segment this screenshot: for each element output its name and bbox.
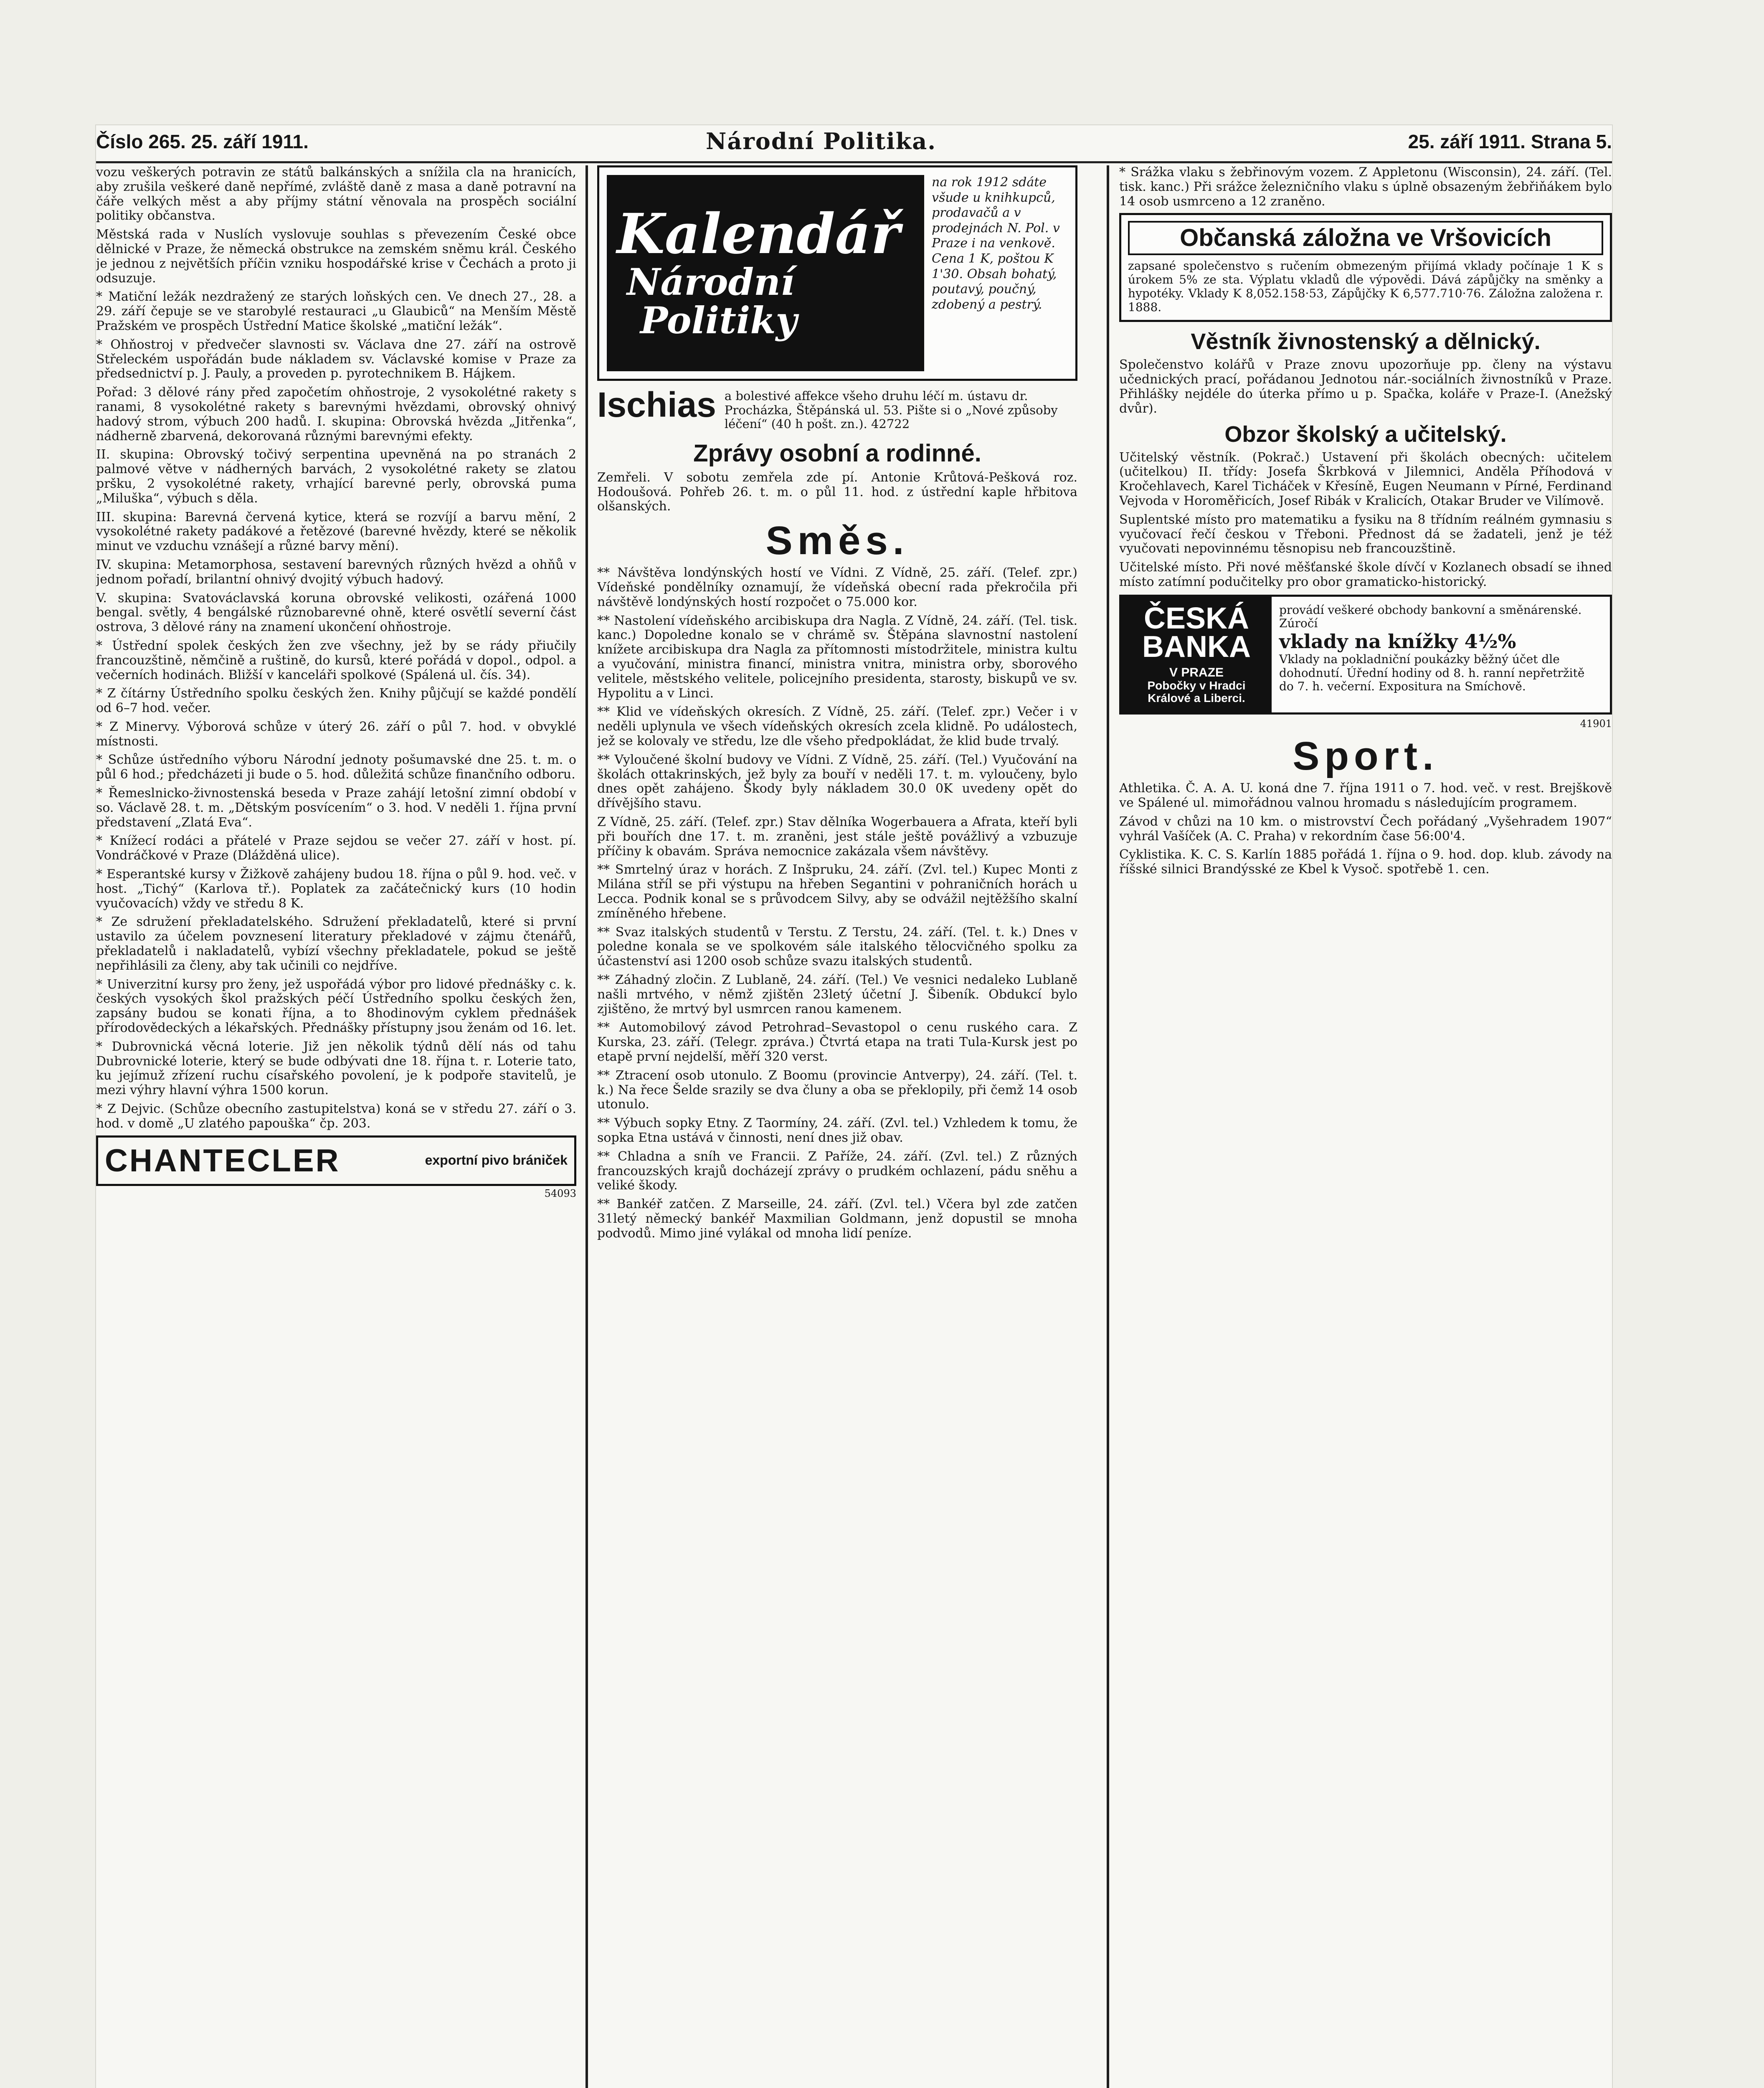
sport-title: Sport. — [1293, 734, 1439, 779]
bank-logo-line2: BANKA — [1142, 630, 1251, 664]
middle-column — [597, 165, 1077, 2088]
section-personal-family-title: Zprávy osobní a rodinné. — [693, 439, 981, 467]
page-header — [96, 125, 1612, 163]
middle-article-5: Z Vídně, 25. září. (Telef. zpr.) Stav dělníka Wogerbauera a Afrata, kteří byli při bouřích dne 17. t. m. zraněni, jest stále ještě povážlivý a vzbuzuje příčiny k obavám. Správa nemocnice zakázala všem návštěvy. — [597, 815, 1077, 859]
tradesman-title: Věstník živnostenský a dělnický. — [1191, 329, 1541, 355]
left-article-12: * Z Minervy. Výborová schůze v úterý 26. září o půl 7. hod. v obvyklé místnosti. — [96, 719, 576, 749]
section-mix-title: Směs. — [765, 518, 909, 563]
bank-logo-line4: Pobočky v Hradci Králové a Liberci. — [1147, 679, 1246, 705]
middle-article-6: ** Smrtelný úraz v horách. Z Inšpruku, 24. září. (Zvl. tel.) Kupec Monti z Milána stříl se při výstupu na hřeben Segantini v pohraničních horách u Lecca. Podnik konal se s průvodcem Silvy, aby se odvážil nejtěžšího skalní zmíněného hřebene. — [597, 862, 1077, 921]
ischias-text: a bolestivé affekce všeho druhu léčí m. ústavu dr. Procházka, Štěpánská ul. 53. Pište si o „Nové způsoby léčení“ (40 h pošt. zn.). 42722 — [724, 389, 1058, 431]
sport-text-2: Závod v chůzi na 10 km. o mistrovství Čech pořádaný „Vyšehradem 1907“ vyhrál Vašíček (A. C. Praha) v rekordním čase 56:00'4. — [1119, 814, 1612, 844]
calendar-advertisement — [597, 165, 1077, 381]
ceska-banka-logo — [1121, 597, 1272, 712]
bank-logo-line1: ČESKÁ — [1143, 601, 1250, 635]
tradesman-text: Společenstvo kolářů v Praze znovu upozorňuje pp. členy na výstavu učednických prací, pořádanou Jednotou nár.-sociálních živnostníků v Praze. Přihlášky nejdéle do úterka přímo u p. Spačka, koláře v Praze-I. (Anežský dvůr). — [1119, 357, 1612, 416]
right-top-notice: * Srážka vlaku s žebřinovým vozem. Z Appletonu (Wisconsin), 24. září. (Tel. tisk. kanc.) Při srážce železničního vlaku s úplně obsazeným žebřiňákem bylo 14 osob usmrceno a 12 zraněno. — [1119, 165, 1612, 209]
left-article-8: IV. skupina: Metamorphosa, sestavení barevných různých hvězd a ohňů v jednom pořadí, brilantní ohnivý dvojitý výbuch hadový. — [96, 557, 576, 587]
chantecler-ad — [96, 1135, 576, 1186]
bank-ad-code: 41901 — [1580, 718, 1612, 730]
left-column — [96, 165, 576, 2088]
left-article-14: * Řemeslnicko-živnostenská beseda v Praze zahájí letošní zimní období v so. Václavě 28. t. m. „Dětským posvícením“ o 3. hod. V neděli 1. října první představení „Zlatá Eva“. — [96, 786, 576, 830]
savings-bank-box — [1119, 213, 1612, 322]
savings-bank-text: zapsané společenstvo s ručením obmezeným přijímá vklady počínaje 1 K s úrokem 5% ze sta. Výplatu vkladů dle výpovědi. Dává zápůjčky na směnky a hypotéky. Vklady K 8,052.158·53, Zápůjčky K 6,577.710·76. Záložna založena r. 1888. — [1128, 259, 1603, 314]
left-article-3: * Matiční ležák nezdražený ze starých loňských cen. Ve dnech 27., 28. a 29. září čepuje se ve starobylé restauraci „u Glaubiců“ na Menším Městě Pražském ve prospěch Ústřední Matice školské „matiční ležák“. — [96, 289, 576, 333]
school-text-1: Učitelský věstník. (Pokrač.) Ustavení při školách obecných: učitelem (učitelkou) II. třídy: Josefa Škrbková v Jilemnici, Anděla Příhodová v Kročehlavech, Karel Ticháček v Křesíně, Eugen Neumann v Pírné, Ferdinand Vejvoda v Horoměřicích, Josef Ribák v Kralicích, Otakar Bruder ve Vilímově. — [1119, 450, 1612, 508]
left-article-7: III. skupina: Barevná červená kytice, která se rozvíjí a barvu mění, 2 vysokolétné rakety padákové a řetězové (barevné hvězdy, které se několik minut ve vzduchu vznášejí a různé barvy mění). — [96, 509, 576, 554]
left-article-16: * Esperantské kursy v Žižkově zahájeny budou 18. října o půl 9. hod. več. v host. „Tichý“ (Karlova tř.). Poplatek za začátečnický kurs (10 hodin vyučovacích) vždy ve středu 8 K. — [96, 867, 576, 911]
ceska-banka-ad — [1119, 595, 1612, 715]
bank-rate-text: vklady na knížky 4½% — [1279, 630, 1516, 653]
middle-article-4: ** Vyloučené školní budovy ve Vídni. Z Vídně, 25. září. (Tel.) Vyučování na školách ottakrinských, jež byly za bouří v neděli 17. t. m. vyloučeny, bylo dnes opět zahájeno. Škody byly nákladem 30.0 0K uvedeny opět do dřívějšího stavu. — [597, 752, 1077, 811]
calendar-title-line2: Národní — [627, 260, 795, 304]
left-article-15: * Knížecí rodáci a přátelé v Praze sejdou se večer 27. září v host. pí. Vondráčkové v Praze (Dlážděná ulice). — [96, 834, 576, 863]
middle-article-13: ** Bankéř zatčen. Z Marseille, 24. září. (Zvl. tel.) Včera byl zde zatčen 31letý německý bankéř Maxmilian Goldmann, jenž dopustil se mnoha podvodů. Mimo jiné vylákal od mnoha lidí peníze. — [597, 1197, 1077, 1241]
calendar-title-line1: Kalendář — [617, 202, 900, 267]
left-article-13: * Schůze ústředního výboru Národní jednoty pošumavské dne 25. t. m. o půl 6 hod.; předcházeti ji bude o 5. hod. důležitá schůze finančního odboru. — [96, 753, 576, 782]
left-article-4: * Ohňostroj v předvečer slavnosti sv. Václava dne 27. září na ostrově Střeleckém uspořádán bude nákladem sv. Václavské komise v Praze za předsednictví p. J. Pauly, a proveden p. pyrotechnikem B. Hájkem. — [96, 337, 576, 381]
calendar-title-line3: Politiky — [640, 299, 797, 342]
school-text-3: Učitelské místo. Při nové měšťanské škole dívčí v Kozlanech obsadí se ihned místo zatímní podučitelky pro obor gramaticko-historický. — [1119, 560, 1612, 589]
column-divider-right — [1107, 165, 1109, 2088]
left-article-10: * Ústřední spolek českých žen zve všechny, jež by se rády přiučily francouzštině, němčině a ruštině, do kursů, které pořádá v dopol., odpol. a večerních hodinách. Bližší v kanceláři spolkové (Spálená ul. čís. 34). — [96, 638, 576, 682]
sport-text-3: Cyklistika. K. C. S. Karlín 1885 pořádá 1. října o 9. hod. dop. klub. závody na říšské silnici Brandýsské ze Kbel k Vysoč. spotřebě 1. cen. — [1119, 847, 1612, 877]
middle-article-9: ** Automobilový závod Petrohrad–Sevastopol o cenu ruského cara. Z Kurska, 23. září. (Telegr. zpráva.) Čtvrtá etapa na trati Tula-Kursk jest po etapě první nejdelší, měří 320 verst. — [597, 1020, 1077, 1064]
left-article-20: * Z Dejvic. (Schůze obecního zastupitelstva) koná se v středu 27. září o 3. hod. v domě „U zlatého papouška“ čp. 203. — [96, 1102, 576, 1131]
left-article-9: V. skupina: Svatováclavská koruna obrovské velikosti, ozářená 1000 bengal. světly, 4 bengálské různobarevné ohně, které osvětlí severní část ostrova, 3 dělové rány na znamení ukončení ohňostroje. — [96, 590, 576, 635]
bank-ad-text-block — [1272, 597, 1610, 712]
ischias-title: Ischias — [597, 385, 716, 424]
left-article-2: Městská rada v Nuslích vyslovuje souhlas s převezením České obce dělnické v Praze, že německá obstrukce na zemském sněmu král. Českého je jednou z největších příčin vzniku hospodářské krise v Čechách a proto ji odsuzuje. — [96, 227, 576, 286]
newspaper-page — [96, 125, 1612, 2088]
left-article-5: Pořad: 3 dělové rány před započetím ohňostroje, 2 vysokolétné rakety s ranami, 8 vysokolétné rakety s barevnými hvězdami, obrovský ohnivý hadový strom, výbuch 200 hadů. I. skupina: Obrovská hvězda „Jitřenka“, nádherně zbarvená, dekorovaná různými barevnými efekty. — [96, 385, 576, 443]
left-article-6: II. skupina: Obrovský točivý serpentina upevněná na po stranách 2 palmové větve v nádherných barvách, 2 vysokolétné rakety se zlatou pršku, 2 vysokolétné rakety, vrhající barevné perly, obrovská puma „Miluška“, výbuch s děla. — [96, 447, 576, 506]
issue-info: Číslo 265. 25. září 1911. — [96, 131, 309, 152]
bank-ad-text-2: Vklady na pokladniční poukázky běžný účet dle dohodnutí. Úřední hodiny od 8. h. ranní nepřetržitě do 7. h. večerní. Expositura na Smíchově. — [1279, 652, 1585, 693]
date-page-info: 25. září 1911. Strana 5. — [1408, 131, 1612, 152]
middle-article-8: ** Záhadný zločin. Z Lublaně, 24. září. (Tel.) Ve vesnici nedaleko Lublaně našli mrtvého, v němž zjištěn 23letý účetní J. Šibeník. Obdukcí bylo zjištěno, že mrtvý byl usmrcen ranou kamenem. — [597, 972, 1077, 1016]
middle-article-1: ** Návštěva londýnských hostí ve Vídni. Z Vídně, 25. září. (Telef. zpr.) Vídeňské pondělníky oznamují, že vídeňská obecní rada překročila při návštěvě londýnských hostí rozpočet o 75.000 kor. — [597, 565, 1077, 609]
chantecler-brand: CHANTECLER — [105, 1143, 340, 1178]
left-article-18: * Univerzitní kursy pro ženy, jež uspořádá výbor pro lidové přednášky c. k. českých vysokých škol pražských péčí Ústředního spolku českých žen, zapsány budou se konati října, a to 8hodinovým cyklem přednášek přírodovědeckých a lékařských. Přednášky přístupny jsou ženám od 16. let. — [96, 977, 576, 1036]
personal-news-text: Zemřeli. V sobotu zemřela zde pí. Antonie Krůtová-Pešková roz. Hodoušová. Pohřeb 26. t. m. o půl 11. hod. z ústřední kaple hřbitova olšanských. — [597, 470, 1077, 514]
calendar-ad-text: na rok 1912 sdáte všude u knihkupců, prodavačů a v prodejnách N. Pol. v Praze i na venkově. Cena 1 K, poštou K 1'30. Obsah bohatý, poutavý, poučný, zdobený a pestrý. — [932, 175, 1060, 312]
calendar-logo — [607, 175, 924, 371]
left-article-19: * Dubrovnická věcná loterie. Již jen několik týdnů dělí nás od tahu Dubrovnické loterie, který se bude odbývati dne 18. října t. r. Loterie tato, ku jejímuž zřízení ruchu císařského povolení, je k podpoře stavitelů, je mezi výhry hlavní výhra 1500 korun. — [96, 1039, 576, 1098]
savings-bank-title: Občanská záložna ve Vršovicích — [1128, 221, 1603, 255]
ischias-advertisement — [597, 385, 1077, 431]
left-article-11: * Z čítárny Ústředního spolku českých žen. Knihy půjčují se každé pondělí od 6–7 hod. večer. — [96, 686, 576, 716]
middle-article-7: ** Svaz italských studentů v Terstu. Z Terstu, 24. září. (Tel. t. k.) Dnes v poledne konala se ve spolkovém sále italského tělocvičného spolku za účastenství asi 1200 osob schůze svazu italských studentů. — [597, 925, 1077, 969]
middle-article-11: ** Výbuch sopky Etny. Z Taormíny, 24. září. (Zvl. tel.) Vzhledem k tomu, že sopka Etna ustává v činnosti, není dnes již obav. — [597, 1116, 1077, 1145]
bank-logo-line3: V PRAZE — [1169, 665, 1224, 679]
chantecler-tagline: exportní pivo brániček — [425, 1153, 568, 1168]
middle-article-10: ** Ztracení osob utonulo. Z Boomu (provincie Antverpy), 24. září. (Tel. t. k.) Na řece Šelde srazily se dva čluny a oba se překlopily, při čemž 14 osob utonulo. — [597, 1068, 1077, 1112]
bank-ad-text: provádí veškeré obchody bankovní a směnárenské. Zúročí — [1279, 603, 1582, 631]
sport-text-1: Athletika. Č. A. A. U. koná dne 7. října 1911 o 7. hod. več. v rest. Brejškově ve Spálené ul. mimořádnou valnou hromadu s následujícím programem. — [1119, 781, 1612, 810]
middle-article-2: ** Nastolení vídeňského arcibiskupa dra Nagla. Z Vídně, 24. září. (Tel. tisk. kanc.) Dopoledne konalo se v chrámě sv. Štěpána slavnostní nastolení knížete arcibiskupa dra Nagla za přítomnosti místodržitele, ministra kultu a vyučování, ministra financí, ministra vnitra, ministra orby, sborového velitele, městského velitele, policejního presidenta, starosty, biskupů ve sv. Hypolitu a v Linci. — [597, 613, 1077, 701]
middle-article-12: ** Chladna a sníh ve Francii. Z Paříže, 24. září. (Zvl. tel.) Z různých francouzských krajů docházejí zprávy o prudkém ochlazení, pádu sněhu a veliké škody. — [597, 1149, 1077, 1193]
school-title: Obzor školský a učitelský. — [1224, 421, 1507, 447]
left-article-1: vozu veškerých potravin ze států balkánských a snížila cla na hranicích, aby zrušila veškeré daně nepřímé, zvláště daně z masa a daně potravní na čáře velkých měst a aby příjmy státní věnovala na prospěch sociální politiky občanstva. — [96, 165, 576, 223]
calendar-ad-layout — [607, 175, 1068, 371]
left-article-17: * Ze sdružení překladatelského. Sdružení překladatelů, které si první ustavilo za účelem povznesení literatury překladové v zájmu čtenářů, překladatelů i nakladatelů, vybízí všechny překladatele, pokud se ještě nepřihlásili za členy, aby tak učinili co nejdříve. — [96, 915, 576, 973]
newspaper-title: Národní Politika. — [706, 128, 937, 155]
middle-article-3: ** Klid ve vídeňských okresích. Z Vídně, 25. září. (Telef. zpr.) Večer i v neděli uplynula ve všech vídeňských okresích zcela klidně. Po událostech, jež se kolovaly ve středu, lze dle všeho předpokládat, že klid bude trvalý. — [597, 704, 1077, 749]
school-text-2: Suplentské místo pro matematiku a fysiku na 8 třídním reálném gymnasiu s vyučovací řečí českou v Třeboni. Přednost dá se žadateli, jenž je též vyučovati nepovinnému těsnopisu neb francouzštině. — [1119, 512, 1612, 556]
right-column — [1119, 165, 1612, 2088]
column-divider-left — [585, 165, 588, 2088]
chantecler-code: 54093 — [544, 1187, 576, 1199]
